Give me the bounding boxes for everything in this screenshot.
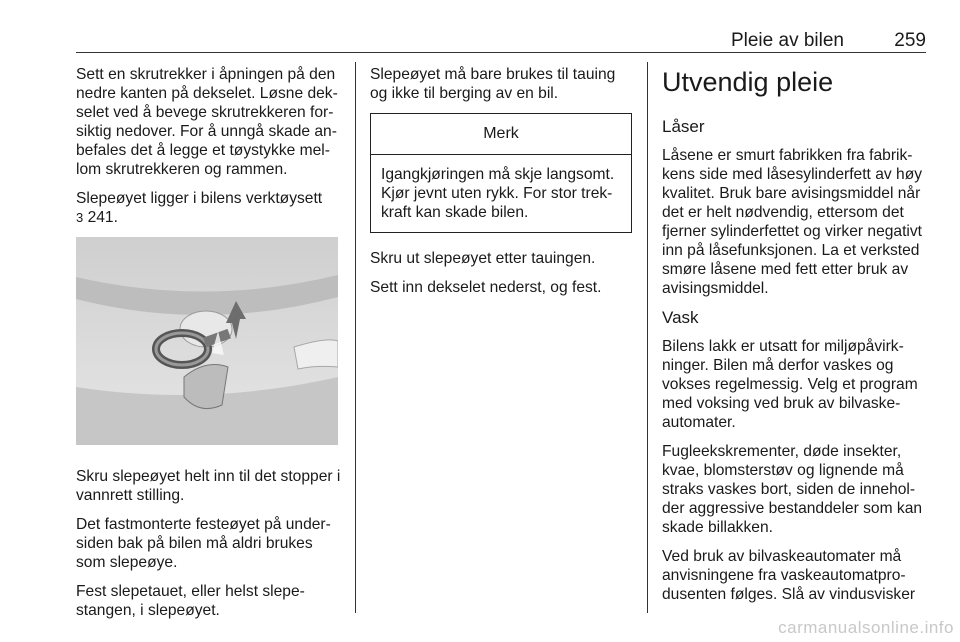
paragraph: Fest slepetauet, eller helst slepestangen, i slepeøyet. (76, 583, 305, 619)
tow-eye-illustration (76, 237, 338, 445)
paragraph-text: Slepeøyet ligger i bilens verktøysett (76, 190, 323, 207)
column-divider (647, 62, 648, 613)
header-rule (76, 52, 926, 53)
paragraph: Fugleekskrementer, døde insekter, kvae, blomsterstøv og lignende må straks vaskes bort, siden de inneholder aggressive bestanddeler som kan skade billakken. (662, 443, 923, 536)
column-middle (370, 65, 632, 307)
paragraph: Skru ut slepeøyet etter tauingen. (370, 250, 596, 267)
tow-eye-drawing (76, 237, 338, 445)
subheading-locks: Låser (662, 117, 705, 136)
paragraph: Sett en skrutrekker i åpningen på den nedre kanten på dekselet. Løsne dekselet ved å bevege skrutrekkeren forsiktig nedover. For å unngå skade anbefales det å legge et tøystykke mellom skrutrekkeren og rammen. (76, 66, 338, 178)
column-right (662, 65, 927, 614)
page-ref-arrow-icon: 3 (76, 210, 84, 225)
paragraph: Ved bruk av bilvaskeautomater må anvisningene fra vaskeautomatprodusenten følges. Slå av vindusvisker (662, 548, 916, 603)
paragraph: Slepeøyet må bare brukes til tauing og ikke til berging av en bil. (370, 66, 616, 102)
subheading-wash: Vask (662, 308, 699, 327)
paragraph: Sett inn dekselet nederst, og fest. (370, 279, 602, 296)
section-heading: Utvendig pleie (662, 67, 834, 97)
column-left (76, 65, 342, 630)
paragraph: Bilens lakk er utsatt for miljøpåvirkninger. Bilen må derfor vaskes og vokses regelmessig. Velg et program med voksing ved bruk av bilvaskeautomater. (662, 338, 918, 431)
note-title: Merk (371, 114, 631, 155)
watermark: carmanualsonline.info (778, 618, 954, 637)
page-ref-link[interactable]: 241. (87, 209, 118, 226)
column-divider (355, 62, 356, 613)
paragraph: Låsene er smurt fabrikken fra fabrikkens side med låsesylinderfett av høy kvalitet. Bruk bare avisingsmiddel når det er helt nødvendig, ettersom det fjerner sylinderfettet og virker negativt inn på låsefunksjonen. La et verksted smøre låsene med fett etter bruk av avisingsmiddel. (662, 147, 923, 297)
section-title: Pleie av bilen (730, 30, 844, 51)
paragraph: Skru slepeøyet helt inn til det stopper i vannrett stilling. (76, 468, 341, 504)
paragraph-toolkit (76, 189, 342, 227)
note-body: Igangkjøringen må skje langsomt. Kjør jevnt uten rykk. For stor trekkraft kan skade bilen. (381, 166, 615, 221)
note-box (370, 113, 632, 233)
page-header (76, 30, 926, 52)
page-number: 259 (894, 30, 926, 51)
paragraph: Det fastmonterte festeøyet på undersiden bak på bilen må aldri brukes som slepeøye. (76, 516, 331, 571)
